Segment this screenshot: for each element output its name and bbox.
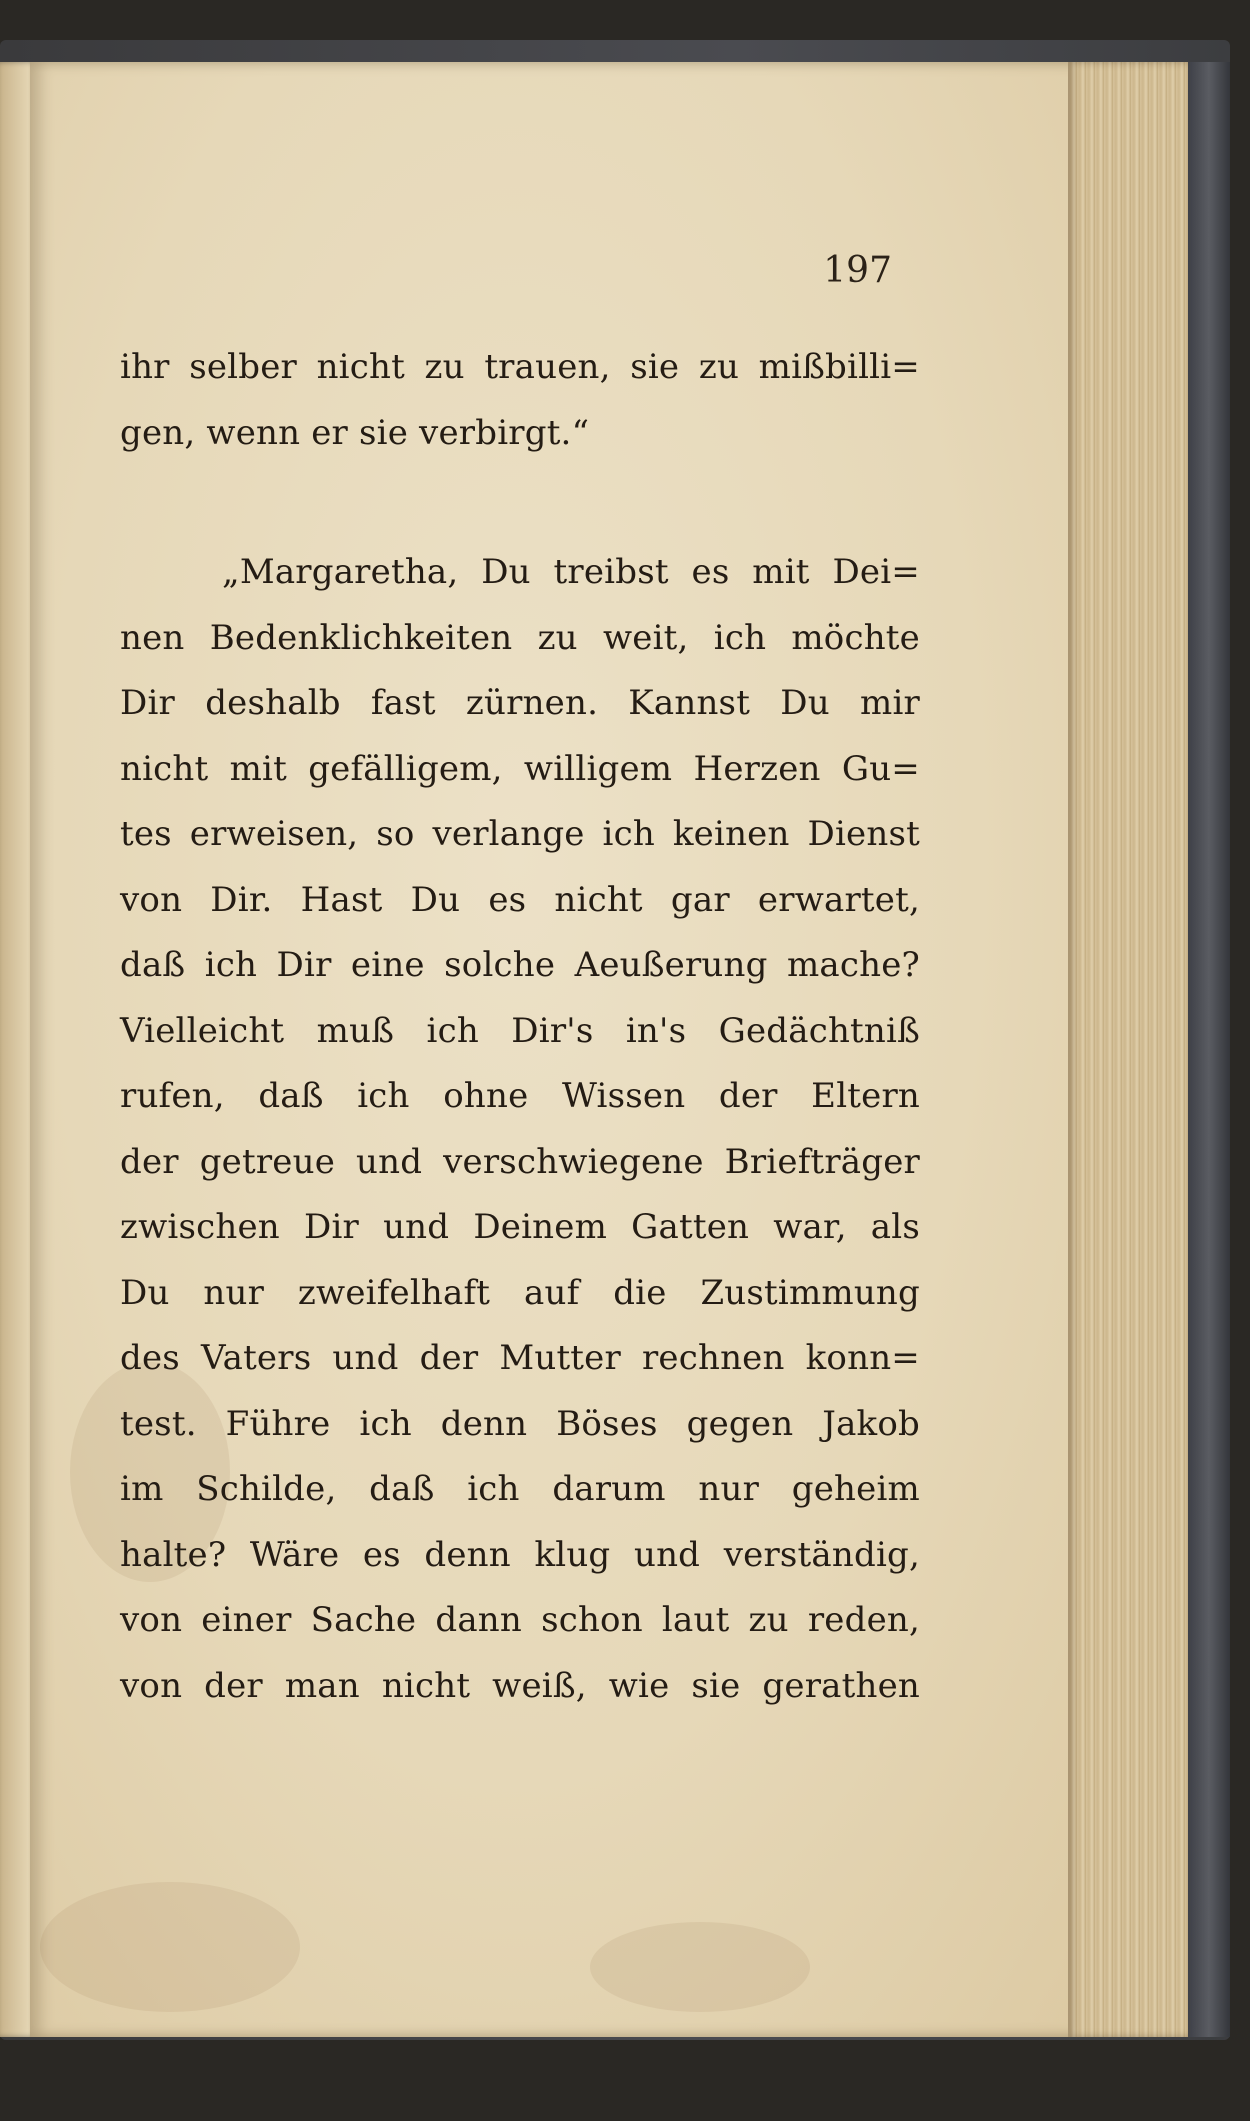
text-line: „Margaretha, Du treibst es mit Dei= — [222, 552, 920, 592]
text-line: im Schilde, daß ich darum nur geheim — [120, 1469, 920, 1509]
text-line: des Vaters und der Mutter rechnen konn= — [120, 1338, 920, 1378]
text-line: zwischen Dir und Deinem Gatten war, als — [120, 1207, 920, 1247]
text-line: gen, wenn er sie verbirgt.“ — [120, 412, 590, 453]
text-line: nen Bedenklichkeiten zu weit, ich möchte — [120, 617, 920, 658]
text-line: ihr selber nicht zu trauen, sie zu mißbilli= — [120, 347, 920, 387]
text-line: tes erweisen, so verlange ich keinen Dienst — [120, 814, 920, 854]
text-line: der getreue und verschwiegene Briefträger — [120, 1141, 920, 1182]
text-line: von einer Sache dann schon laut zu reden, — [120, 1600, 920, 1640]
page-block-edges — [1068, 62, 1188, 2037]
text-line: Du nur zweifelhaft auf die Zustimmung — [120, 1272, 920, 1313]
body-text — [120, 335, 920, 1719]
text-line: test. Führe ich denn Böses gegen Jakob — [120, 1403, 920, 1444]
text-line: rufen, daß ich ohne Wissen der Eltern — [120, 1076, 920, 1116]
paragraph-gap — [120, 466, 920, 540]
text-line: nicht mit gefälligem, willigem Herzen Gu= — [120, 748, 920, 789]
text-line: halte? Wäre es denn klug und verständig, — [120, 1534, 920, 1575]
text-line: daß ich Dir eine solche Aeußerung mache? — [120, 945, 920, 985]
cover-spine — [1188, 62, 1230, 2037]
text-line: Vielleicht muß ich Dir's in's Gedächtniß — [120, 1010, 920, 1051]
paper-stain — [590, 1922, 810, 2012]
text-line: von der man nicht weiß, wie sie gerathen — [120, 1665, 920, 1706]
page-number: 197 — [823, 250, 892, 291]
paper-stain — [40, 1882, 300, 2012]
text-line: Dir deshalb fast zürnen. Kannst Du mir — [120, 683, 920, 723]
text-line: von Dir. Hast Du es nicht gar erwartet, — [120, 879, 920, 920]
